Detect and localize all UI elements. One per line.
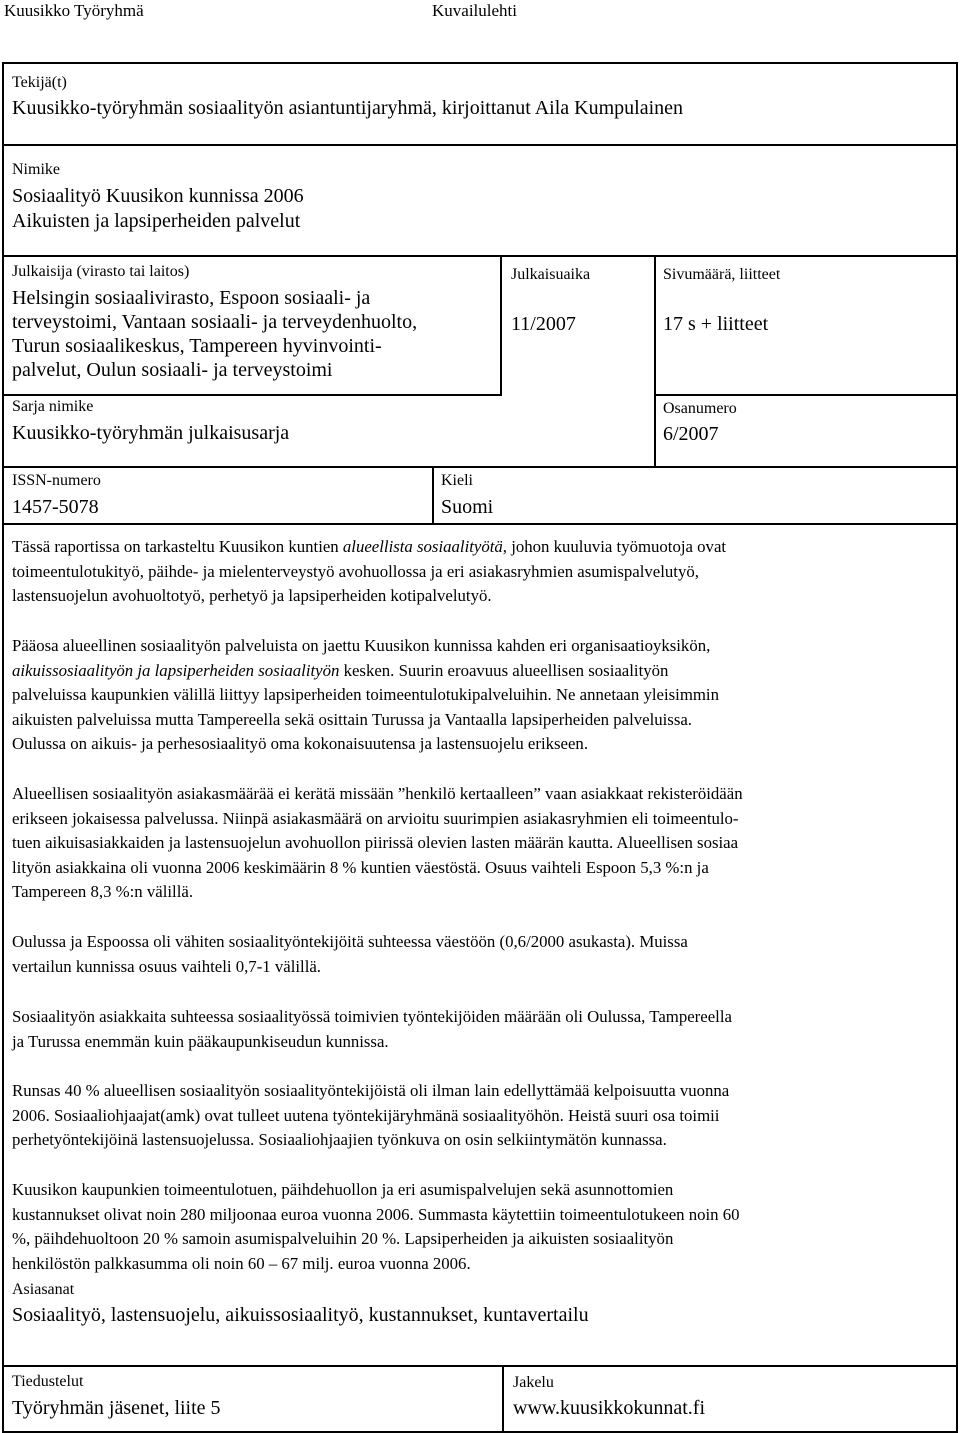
divider	[654, 255, 656, 467]
distribution-label: Jakelu	[513, 1374, 554, 1391]
divider	[2, 394, 502, 396]
authors-label: Tekijä(t)	[12, 74, 67, 91]
abstract-paragraph-5: Sosiaalityön asiakkaita suhteessa sosiaalityössä toimivien työntekijöiden määrään oli Oulussa, Tampereella ja Turussa enemmän kuin pääkaupunkiseudun kunnissa.	[12, 1007, 732, 1051]
issn-value: 1457-5078	[12, 496, 99, 518]
part-number-value: 6/2007	[663, 423, 719, 445]
header-right: Kuvailulehti	[432, 1, 517, 20]
pages-value: 17 s + liitteet	[663, 313, 769, 335]
divider	[502, 1365, 504, 1433]
title-label: Nimike	[12, 161, 60, 178]
abstract-paragraph-3: Alueellisen sosiaalityön asiakasmäärää ei kerätä missään ”henkilö kertaalleen” vaan asiakkaat rekisteröidään erikseen jokaisessa palvelussa. Niinpä asiakasmäärä on arvioitu suurimpien asiakasryhmien eli toimeentulo- tuen aikuisasiakkaiden ja lastensuojelun avohuollon piirissä olevien lasten määrän kautta. Alueellisen sosiaa lityön asiakkaina oli vuonna 2006 keskimäärin 8 % kuntien väestöstä. Osuus vaihteli Espoon 5,3 %:n ja Tampereen 8,3 %:n välillä.	[12, 784, 743, 901]
distribution-link[interactable]: www.kuusikkokunnat.fi	[513, 1397, 706, 1419]
abstract-paragraph-4: Oulussa ja Espoossa oli vähiten sosiaalityöntekijöitä suhteessa väestöön (0,6/2000 asukasta). Muissa vertailun kunnissa osuus vaihteli 0,7-1 välillä.	[12, 932, 688, 976]
pages-label: Sivumäärä, liitteet	[663, 266, 781, 283]
frame-top	[2, 62, 958, 64]
pubdate-value: 11/2007	[511, 313, 576, 335]
divider	[2, 144, 958, 146]
divider	[2, 255, 958, 257]
abstract-paragraph-2: Pääosa alueellinen sosiaalityön palveluista on jaettu Kuusikon kunnissa kahden eri organisaatioyksikön, aikuissosiaalityön ja lapsiperheiden sosiaalityön kesken. Suurin eroavuus alueellisen sosiaalityön palveluissa kaupunkien välillä liittyy lapsiperheiden toimeentulotukipalveluihin. Ne annetaan yleisimmin aikuisten palveluissa mutta Tampereella sekä osittain Turussa ja Vantaalla lapsiperheiden palveluissa. Oulussa on aikuis- ja perhesosiaalityö oma kokonaisuutensa ja lastensuojelu erikseen.	[12, 636, 719, 753]
series-label: Sarja nimike	[12, 398, 94, 415]
part-number-label: Osanumero	[663, 400, 737, 417]
publisher-lines	[12, 287, 417, 383]
publisher-label: Julkaisija (virasto tai laitos)	[12, 263, 190, 280]
keywords-value: Sosiaalityö, lastensuojelu, aikuissosiaalityö, kustannukset, kuntavertailu	[12, 1304, 589, 1326]
divider	[432, 466, 434, 524]
language-value: Suomi	[441, 496, 494, 518]
abstract-paragraph-7: Kuusikon kaupunkien toimeentulotuen, päihdehuollon ja eri asumispalvelujen sekä asunnottomien kustannukset olivat noin 280 miljoonaa euroa vuonna 2006. Summasta käytettiin toimeentulotukeen noin 60 %, päihdehuoltoon 20 % samoin asumispalveluihin 20 %. Lapsiperheiden ja aikuisten sosiaalityön henkilöstön palkkasumma oli noin 60 – 67 milj. euroa vuonna 2006.	[12, 1180, 740, 1273]
publisher-line: palvelut, Oulun sosiaali- ja terveystoimi	[12, 359, 333, 381]
divider	[2, 1365, 958, 1367]
publisher-line: Turun sosiaalikeskus, Tampereen hyvinvointi-	[12, 335, 382, 357]
abstract-paragraph-6: Runsas 40 % alueellisen sosiaalityön sosiaalityöntekijöistä oli ilman lain edellyttämää kelpoisuutta vuonna 2006. Sosiaaliohjaajat(amk) ovat tulleet uutena työntekijäryhmänä sosiaalityöhön. Heistä suuri osa toimii perhetyöntekijöinä lastensuojelussa. Sosiaaliohjaajien työnkuva on osin selkiintymätön kunnassa.	[12, 1081, 730, 1149]
title-line-2: Aikuisten ja lapsiperheiden palvelut	[12, 210, 301, 232]
divider	[500, 255, 502, 395]
abstract-paragraph-1: Tässä raportissa on tarkasteltu Kuusikon kuntien alueellista sosiaalityötä, johon kuuluvia työmuotoja ovat toimeentulotukityö, päihde- ja mielenterveystyö avohuollossa ja eri asiakasryhmien asumispalvelutyö, lastensuojelun avohuoltotyö, perhetyö ja lapsiperheiden kotipalvelutyö.	[12, 537, 727, 605]
publisher-line: Helsingin sosiaalivirasto, Espoon sosiaali- ja	[12, 287, 371, 309]
authors-value: Kuusikko-työryhmän sosiaalityön asiantuntijaryhmä, kirjoittanut Aila Kumpulainen	[12, 97, 684, 119]
divider	[654, 394, 958, 396]
header-left: Kuusikko Työryhmä	[4, 1, 144, 20]
divider	[2, 523, 958, 525]
divider	[2, 466, 958, 468]
inquiries-label: Tiedustelut	[12, 1373, 84, 1390]
series-value: Kuusikko-työryhmän julkaisusarja	[12, 422, 290, 444]
frame-left	[2, 62, 4, 1433]
issn-label: ISSN-numero	[12, 472, 101, 489]
pubdate-label: Julkaisuaika	[511, 266, 591, 283]
keywords-label: Asiasanat	[12, 1281, 75, 1298]
language-label: Kieli	[441, 472, 473, 489]
publisher-line: terveystoimi, Vantaan sosiaali- ja terveydenhuolto,	[12, 311, 418, 333]
inquiries-value: Työryhmän jäsenet, liite 5	[12, 1397, 221, 1419]
title-line-1: Sosiaalityö Kuusikon kunnissa 2006	[12, 185, 304, 207]
